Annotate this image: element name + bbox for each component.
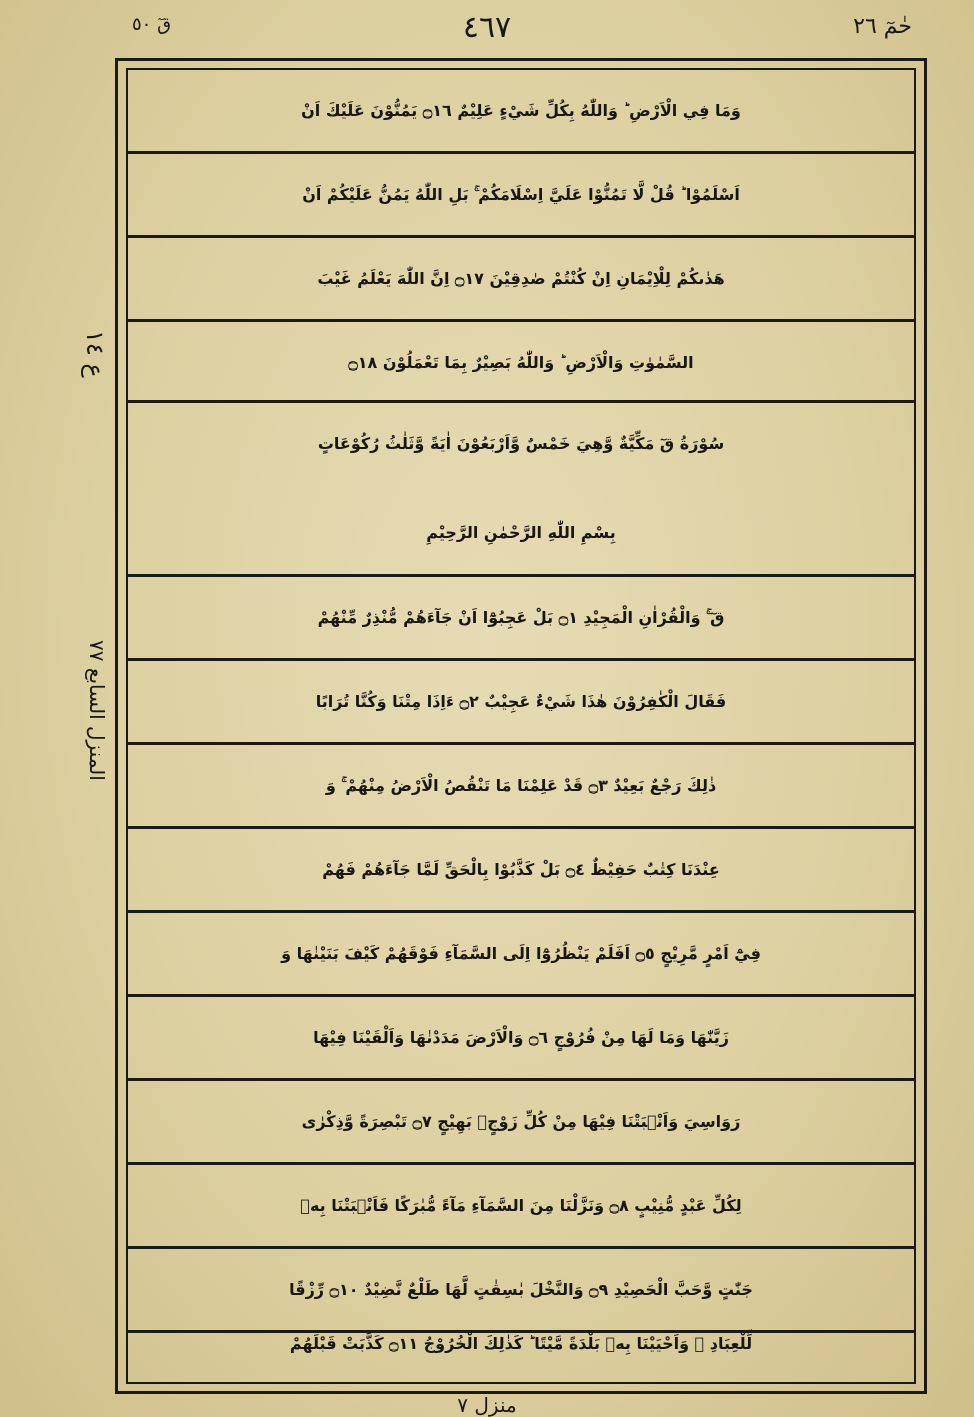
text-line: هَدٰىكُمْ لِلْاِيْمَانِ اِنْ كُنْتُمْ صٰدِقِيْنَ ۝١٧ اِنَّ اللّٰهَ يَعْلَمُ غَيْبَ (317, 269, 725, 288)
text-line: اَسْلَمُوْا ؕ قُلْ لَّا تَمُنُّوْا عَلَيَّ اِسْلَامَكُمْ ۚ بَلِ اللّٰهُ يَمُنُّ عَلَيْكُمْ اَنْ (302, 184, 740, 204)
manzil-side-note: المنزل السابع ٧٧ (85, 640, 109, 781)
text-line: فِيْٓ اَمْرٍ مَّرِيْجٍ ۝٥ اَفَلَمْ يَنْظُرُوْٓا اِلَى السَّمَآءِ فَوْقَهُمْ كَيْفَ بَنَيْنٰهَا وَ (281, 944, 761, 963)
text-line: زَيَّنّٰهَا وَمَا لَهَا مِنْ فُرُوْجٍ ۝٦ وَالْاَرْضَ مَدَدْنٰهَا وَاَلْقَيْنَا فِيْهَا (313, 1028, 729, 1047)
bismillah: بِسْمِ اللّٰهِ الرَّحْمٰنِ الرَّحِيْمِ (426, 522, 616, 542)
text-line: عِنْدَنَا كِتٰبٌ حَفِيْظٌ ۝٤ بَلْ كَذَّبُوْا بِالْحَقِّ لَمَّا جَآءَهُمْ فَهُمْ (322, 860, 720, 879)
text-line: السَّمٰوٰتِ وَالْاَرْضِ ؕ وَاللّٰهُ بَصِيْرٌ بِمَا تَعْمَلُوْنَ ۝١٨ (348, 353, 694, 372)
text-line: فَقَالَ الْكٰفِرُوْنَ هٰذَا شَيْءٌ عَجِيْبٌ ۝٢ ءَاِذَا مِتْنَا وَكُنَّا تُرَابًا (315, 692, 727, 711)
text-line: رَوَاسِيَ وَاَنْۢبَتْنَا فِيْهَا مِنْ كُلِّ زَوْجٍۢ بَهِيْجٍ ۝٧ تَبْصِرَةً وَّذِكْرٰى (301, 1112, 741, 1131)
surah-info-line: سُوْرَةُ قٓ مَكِّيَّةٌ وَّهِيَ خَمْسٌ وَّاَرْبَعُوْنَ اٰيَةً وَّثَلٰثُ رُكُوْعَاتٍ (317, 434, 725, 453)
manzil-footer: منزل ٧ (457, 1393, 517, 1417)
text-line: لِكُلِّ عَبْدٍ مُّنِيْبٍ ۝٨ وَنَزَّلْنَا مِنَ السَّمَآءِ مَآءً مُّبٰرَكًا فَاَنْۢبَتْنَا بِهٖ (300, 1196, 742, 1215)
header-surah-label: قٓ ٥٠ (132, 14, 172, 35)
text-line: جَنّٰتٍ وَّحَبَّ الْحَصِيْدِ ۝٩ وَالنَّخْلَ بٰسِقٰتٍ لَّهَا طَلْعٌ نَّضِيْدٌ ۝١٠ رِّزْقًا (289, 1280, 753, 1299)
header-juz-label: حٰمٓ ٢٦ (853, 14, 912, 39)
text-line: وَمَا فِي الْاَرْضِ ؕ وَاللّٰهُ بِكُلِّ شَيْءٍ عَلِيْمٌ ۝١٦ يَمُنُّوْنَ عَلَيْكَ اَنْ (301, 101, 741, 120)
ruku-marker: ع ١٤ (81, 330, 109, 378)
text-line: لِّلْعِبَادِ ۙ وَاَحْيَيْنَا بِهٖ بَلْدَةً مَّيْتًا ؕ كَذٰلِكَ الْخُرُوْجُ ۝١١ كَذَّبَتْ قَبْلَهُمْ (289, 1333, 753, 1353)
text-line: قٓ ۚ وَالْقُرْاٰنِ الْمَجِيْدِ ۝١ بَلْ عَجِبُوْٓا اَنْ جَآءَهُمْ مُّنْذِرٌ مِّنْهُمْ (317, 607, 725, 627)
page-number: ٤٦٧ (462, 10, 512, 45)
text-line: ذٰلِكَ رَجْعٌ بَعِيْدٌ ۝٣ قَدْ عَلِمْنَا مَا تَنْقُصُ الْاَرْضُ مِنْهُمْ ۚ وَ (325, 775, 717, 795)
